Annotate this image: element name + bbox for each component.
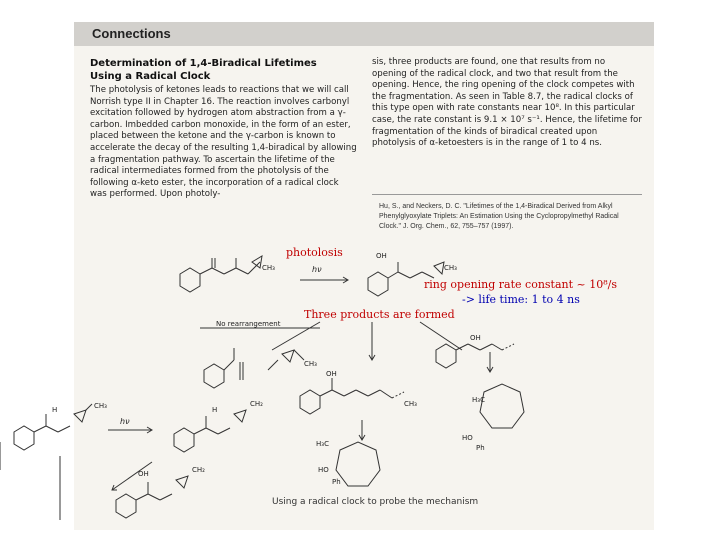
citation-text: Hu, S., and Neckers, D. C. "Lifetimes of the 1,4-Biradical Derived from Alkyl Phenylglyoxylate Triplets: An Estimation Using the Cyclopropylmethyl Radical Clock." J. Org. Chem., 62, 755–757 (1997). <box>379 203 619 230</box>
ho-label-2: HO <box>318 466 329 474</box>
hv-label-2: hν <box>120 417 130 426</box>
article-heading-line1: Determination of 1,4-Biradical Lifetimes <box>90 58 317 69</box>
ch2-label-2: CH₂ <box>192 466 205 474</box>
ch3-label-1: CH₃ <box>262 264 275 272</box>
three-products-annotation: Three products are formed <box>304 308 455 321</box>
ph-label-2: Ph <box>332 478 341 486</box>
h-label-2: H <box>212 406 218 414</box>
ho-label-1: HO <box>462 434 473 442</box>
rate-constant-annotation: ring opening rate constant ~ 10⁸/s <box>424 278 618 291</box>
section-header-title: Connections <box>92 26 171 41</box>
ch3-label-5: CH₃ <box>94 402 107 410</box>
hv-label-1: hν <box>312 265 322 274</box>
ch3-label-2: CH₃ <box>444 264 457 272</box>
h3c-label-2: H₃C <box>316 440 329 448</box>
oh-label-4: OH <box>138 470 149 478</box>
ph-label-1: Ph <box>476 444 485 452</box>
lifetime-annotation: -> life time: 1 to 4 ns <box>462 293 580 306</box>
oh-label-2: OH <box>326 370 337 378</box>
article-heading-line2: Using a Radical Clock <box>90 71 211 82</box>
no-rearrangement-label: No rearrangement <box>216 320 281 328</box>
ch3-label-4: CH₃ <box>404 400 417 408</box>
starting-ester-structure <box>180 256 262 292</box>
right-body-paragraph: sis, three products are found, one that results from no opening of the radical clock, and two that result from the opening. Hence, the ring opening of the clock competes with the fragmentation. As seen in Table 8.7, the radical clocks of this type open with rate constants near 10⁸. In this particular case, the rate constant is 9.1 × 10⁷ s⁻¹. Hence, the lifetime for fragmentation of the kinds of biradical created upon photolysis of α-ketoesters is in the range of 1 to 4 ns. <box>372 57 642 149</box>
ch3-label-3: CH₃ <box>304 360 317 368</box>
photolosis-annotation: photolosis <box>286 246 343 259</box>
oh-label-3: OH <box>470 334 481 342</box>
oh-label-1: OH <box>376 252 387 260</box>
left-body-paragraph: The photolysis of ketones leads to reactions that we will call Norrish type II in Chapter 16. The reaction involves carbonyl excitation followed by hydrogen atom abstraction from a γ-carbon. Imbedded carbon monoxide, in the form of an ester, placed between the ketone and the γ-carbon is known to accelerate the decay of the resulting 1,4-biradical by allowing a fragmentation pathway. To ascertain the lifetime of the radical intermediates formed from the photolysis of the following α-keto ester, the incorporation of a radical clock was performed. Upon photoly- <box>90 85 357 200</box>
h3c-label-1: H₃C <box>472 396 485 404</box>
ch2-label-1: CH₂ <box>250 400 263 408</box>
scheme-caption: Using a radical clock to probe the mechanism <box>272 497 479 507</box>
h-label-1: H <box>52 406 58 414</box>
